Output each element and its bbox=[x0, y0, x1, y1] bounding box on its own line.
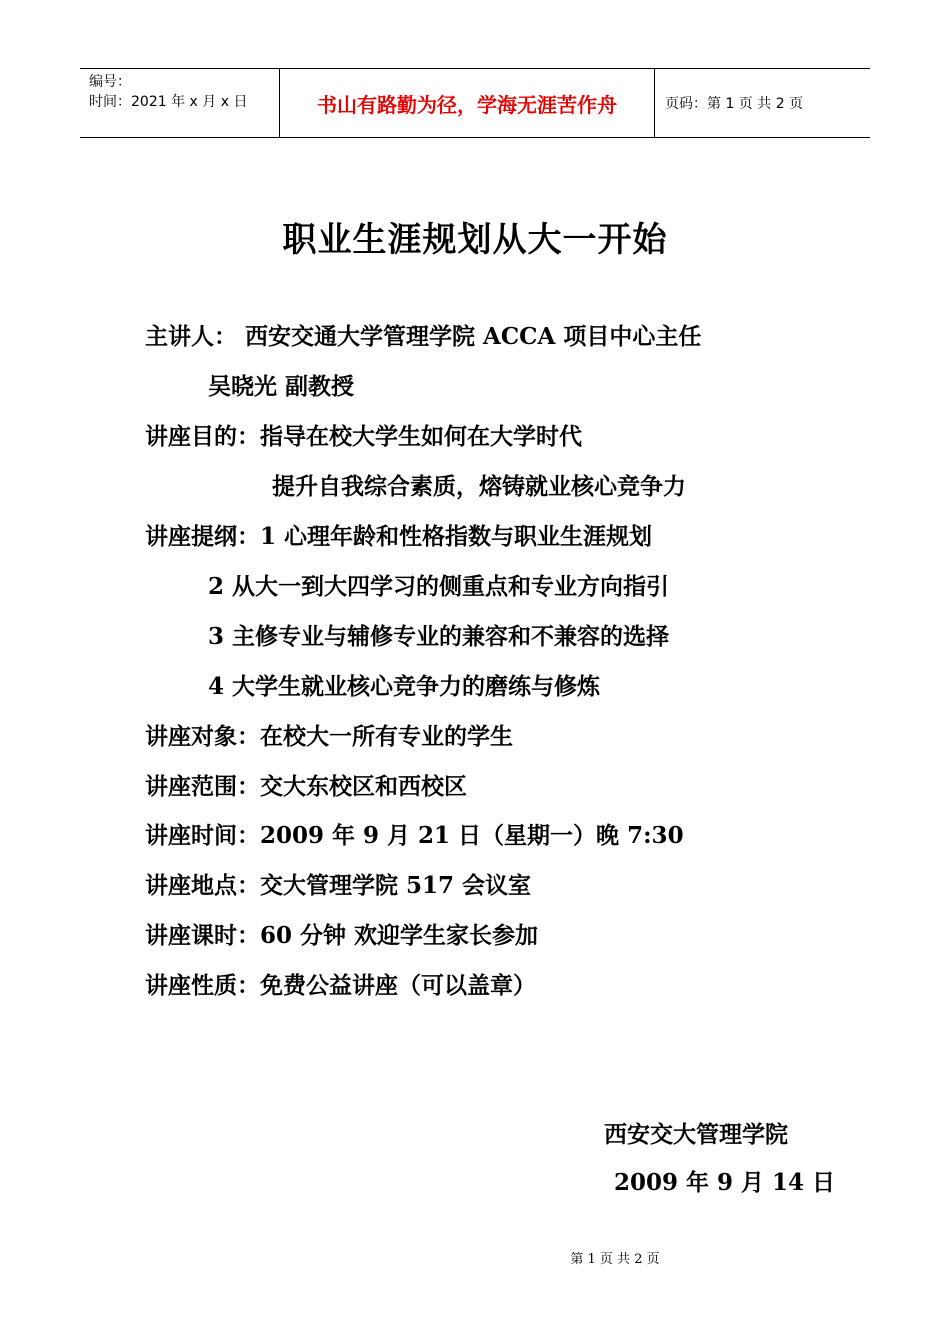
outline-item-4: 4 大学生就业核心竞争力的磨练与修炼 bbox=[208, 673, 601, 700]
outline-line: 讲座提纲：1 心理年龄和性格指数与职业生涯规划 bbox=[145, 523, 653, 550]
outline-item-3: 3 主修专业与辅修专业的兼容和不兼容的选择 bbox=[208, 623, 670, 650]
scope-line: 讲座范围：交大东校区和西校区 bbox=[145, 773, 467, 800]
footer-org: 西安交大管理学院 bbox=[604, 1121, 788, 1148]
audience-line: 讲座对象：在校大一所有专业的学生 bbox=[145, 723, 513, 750]
page-label: 页码：第 1 页 共 2 页 bbox=[665, 96, 804, 112]
motto: 书山有路勤为径，学海无涯苦作舟 bbox=[280, 69, 655, 137]
document-title: 职业生涯规划从大一开始 bbox=[282, 220, 668, 260]
time-label: 时间：2021 年 x 月 x 日 bbox=[89, 94, 248, 110]
page-number: 第 1 页 共 2 页 bbox=[570, 1252, 660, 1267]
number-label: 编号： bbox=[89, 74, 131, 90]
header-left-cell bbox=[80, 69, 280, 137]
nature-line: 讲座性质：免费公益讲座（可以盖章） bbox=[145, 972, 536, 999]
time-line: 讲座时间：2009 年 9 月 21 日（星期一）晚 7:30 bbox=[145, 822, 684, 849]
location-line: 讲座地点：交大管理学院 517 会议室 bbox=[145, 872, 532, 899]
footer-date: 2009 年 9 月 14 日 bbox=[614, 1169, 836, 1196]
header-table bbox=[80, 68, 870, 138]
purpose-line: 讲座目的：指导在校大学生如何在大学时代 bbox=[145, 423, 582, 450]
purpose-line-2: 提升自我综合素质，熔铸就业核心竞争力 bbox=[272, 473, 686, 500]
duration-line: 讲座课时：60 分钟 欢迎学生家长参加 bbox=[145, 922, 539, 949]
speaker-line: 主讲人： 西安交通大学管理学院 ACCA 项目中心主任 bbox=[145, 323, 702, 350]
outline-item-2: 2 从大一到大四学习的侧重点和专业方向指引 bbox=[208, 573, 670, 600]
speaker-name-line: 吴晓光 副教授 bbox=[208, 373, 355, 400]
